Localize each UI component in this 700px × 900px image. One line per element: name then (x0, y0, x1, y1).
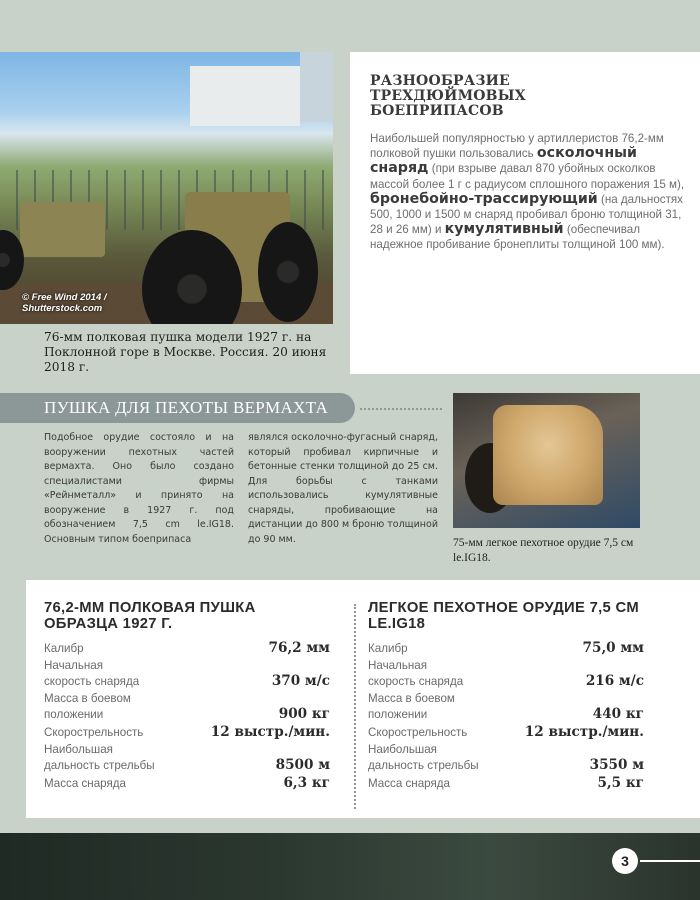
section-title: ПУШКА ДЛЯ ПЕХОТЫ ВЕРМАХТА (44, 398, 329, 417)
spec-row (368, 640, 644, 658)
article-column-1: Подобное орудие состояло и на вооружении пехотных частей вермахта. Оно было создано специалистами фирмы «Рейнметалл» и принято на вооружение в 1927 г. под обозначением 7,5 cm le.IG18. Основным типом боеприпаса (44, 432, 234, 545)
spec-value: 76,2 мм (268, 640, 330, 656)
photo-building (300, 52, 333, 122)
spec-value: 12 выстр./мин. (210, 724, 330, 740)
spec-row (44, 691, 330, 724)
spec-row (368, 658, 644, 691)
spec-value: 75,0 мм (582, 640, 644, 656)
spec-row (44, 775, 330, 793)
ammo-title: РАЗНООБРАЗИЕ ТРЕХДЮЙМОВЫХ БОЕПРИПАСОВ (370, 73, 526, 119)
spec-label: Масса в боевом положении (44, 692, 131, 721)
spec-label: Калибр (368, 641, 408, 655)
spec-value: 900 кг (278, 706, 330, 722)
spec-row (44, 742, 330, 775)
photo-infantry-gun (453, 393, 640, 528)
photo-gun-body (493, 405, 603, 505)
spec-block-infantry-gun (368, 600, 644, 793)
spec-label: Калибр (44, 641, 84, 655)
spec-title: 76,2-ММ ПОЛКОВАЯ ПУШКА ОБРАЗЦА 1927 Г. (44, 600, 256, 632)
spec-row (368, 742, 644, 775)
ammo-text: Наибольшей популярностью у артиллеристов 76,2-мм полковой пушки пользовались осколочный снаряд (при взрыве давал 870 убойных осколков массой более 1 г с радиусом сплошного поражения 15 м), бронебойно-трассирующий (на дальностях 500, 1000 и 1500 м снаряд пробивал броню толщиной 31, 28 и 26 мм) и кумулятивный (обеспечивал надежное пробивание бронеплиты толщиной 100 мм). (370, 132, 685, 252)
spec-divider (354, 604, 356, 809)
spec-row (368, 775, 644, 793)
photo-regimental-gun (0, 52, 333, 324)
dotted-divider (360, 408, 442, 410)
spec-row (44, 724, 330, 742)
highlight-term: осколочный снаряд (370, 145, 637, 177)
spec-row (368, 724, 644, 742)
spec-row (368, 691, 644, 724)
photo-building (190, 66, 300, 126)
spec-label: Начальная скорость снаряда (44, 659, 140, 688)
spec-value: 6,3 кг (283, 775, 330, 791)
spec-block-regimental-gun (44, 600, 330, 793)
spec-label: Наибольшая дальность стрельбы (44, 743, 155, 772)
photo-caption: 75-мм легкое пехотное орудие 7,5 cм le.IG18. (453, 537, 634, 564)
specs-panel (26, 580, 700, 818)
ammo-info-box (350, 52, 700, 374)
spec-rows (368, 640, 644, 793)
spec-value: 3550 м (589, 757, 644, 773)
spec-label: Масса снаряда (368, 776, 450, 790)
spec-row (44, 640, 330, 658)
spec-label: Скорострельность (368, 725, 468, 739)
page-footer-band (0, 833, 700, 900)
spec-rows (44, 640, 330, 793)
spec-value: 440 кг (592, 706, 644, 722)
spec-value: 5,5 кг (597, 775, 644, 791)
spec-value: 8500 м (275, 757, 330, 773)
highlight-term: кумулятивный (444, 221, 564, 238)
credit-line: © Free Wind 2014 / (22, 292, 107, 303)
spec-label: Скорострельность (44, 725, 144, 739)
photo-caption: 76-мм полковая пушка модели 1927 г. на Поклонной горе в Москве. Россия. 20 июня 2018 г. (44, 330, 327, 374)
section-header (0, 393, 355, 423)
spec-title: ЛЕГКОЕ ПЕХОТНОЕ ОРУДИЕ 7,5 CM LE.IG18 (368, 600, 640, 632)
spec-value: 216 м/с (585, 673, 644, 689)
spec-value: 12 выстр./мин. (524, 724, 644, 740)
photo-credit (22, 292, 162, 314)
credit-line: Shutterstock.com (22, 303, 103, 314)
spec-label: Начальная скорость снаряда (368, 659, 464, 688)
spec-label: Наибольшая дальность стрельбы (368, 743, 479, 772)
photo-limber (20, 202, 105, 257)
page-number: 3 (612, 848, 638, 874)
highlight-term: бронебойно-трассирующий (370, 190, 598, 207)
page-number-line (640, 860, 700, 862)
spec-row (44, 658, 330, 691)
spec-value: 370 м/с (271, 673, 330, 689)
article-column-2: являлся осколочно-фугасный снаряд, который пробивал кирпичные и бетонные стенки толщиной до 25 см. Для борьбы с танками использовались кумулятивные снаряды, пробивающие на дистанции до 800 м броню толщиной до 90 мм. (248, 432, 438, 545)
photo-wheel (258, 222, 318, 322)
spec-label: Масса снаряда (44, 776, 126, 790)
spec-label: Масса в боевом положении (368, 692, 455, 721)
